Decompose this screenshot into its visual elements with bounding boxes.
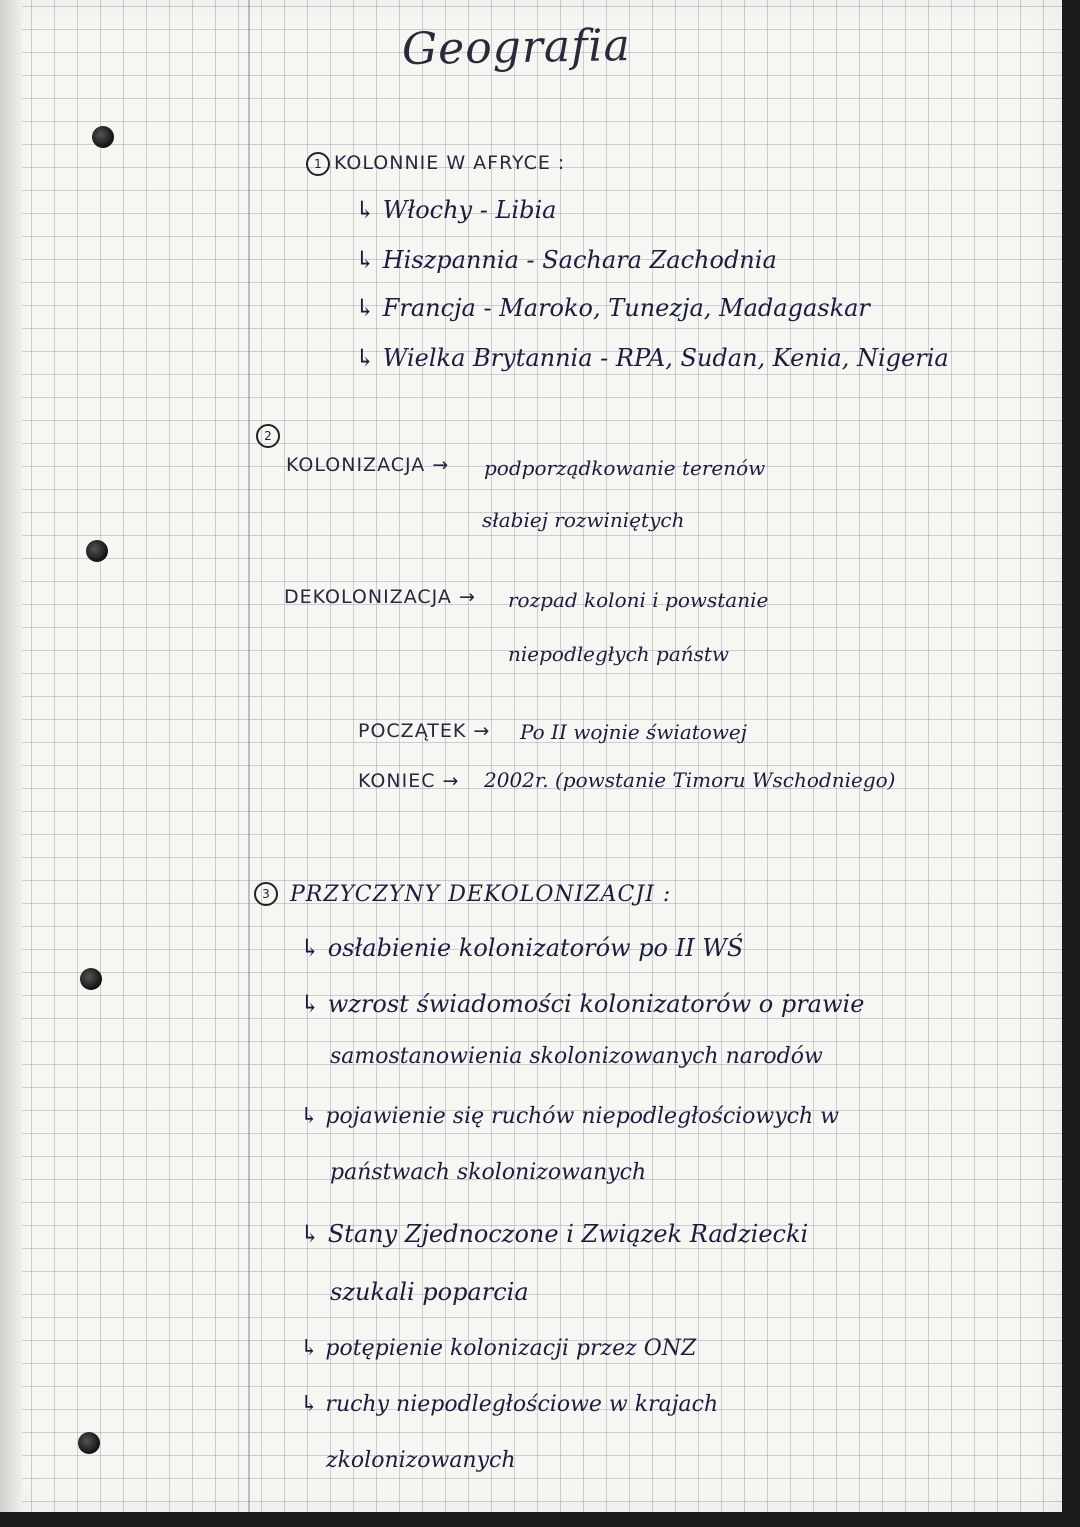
punch-hole <box>86 540 108 562</box>
section-number-2: 2 <box>256 424 280 448</box>
section-number-3: 3 <box>254 882 278 906</box>
cause-line: państwach skolonizowanych <box>330 1160 647 1185</box>
cause-line: samostanowienia skolonizowanych narodów <box>330 1044 823 1069</box>
dekolonizacja-definition-cont: niepodległych państw <box>508 642 730 666</box>
section-number-1: 1 <box>306 152 330 176</box>
kolonizacja-definition: podporządkowanie terenów <box>484 456 766 480</box>
punch-hole <box>80 968 102 990</box>
kolonizacja-definition-cont: słabiej rozwiniętych <box>482 508 685 532</box>
section3-heading: PRZYCZYNY DEKOLONIZACJI : <box>290 882 672 907</box>
section1-heading: KOLONNIE W AFRYCE : <box>334 152 566 174</box>
cause-line: ↳ potępienie kolonizacji przez ONZ <box>300 1336 697 1361</box>
punch-hole <box>92 126 114 148</box>
cause-line: ↳ wzrost świadomości kolonizatorów o prawie <box>300 990 865 1018</box>
poczatek-value: Po II wojnie światowej <box>520 720 747 744</box>
cause-line: ↳ ruchy niepodległościowe w krajach <box>300 1392 719 1417</box>
cause-line: ↳ pojawienie się ruchów niepodległościowych w <box>300 1104 839 1129</box>
dekolonizacja-term: DEKOLONIZACJA → <box>284 586 476 608</box>
page-title: Geografia <box>401 20 632 75</box>
cause-line: szukali poparcia <box>330 1278 529 1306</box>
margin-line <box>248 0 250 1512</box>
list-item: ↳ Włochy - Libia <box>355 196 557 224</box>
list-item: ↳ Wielka Brytannia - RPA, Sudan, Kenia, Nigeria <box>355 344 949 372</box>
kolonizacja-term: KOLONIZACJA → <box>286 454 450 476</box>
list-item: ↳ Francja - Maroko, Tunezja, Madagaskar <box>355 294 870 322</box>
list-item: ↳ Hiszpannia - Sachara Zachodnia <box>355 246 777 274</box>
dekolonizacja-definition: rozpad koloni i powstanie <box>508 588 769 612</box>
cause-line: ↳ Stany Zjednoczone i Związek Radziecki <box>300 1220 809 1248</box>
cause-line: ↳ osłabienie kolonizatorów po II WŚ <box>300 934 744 962</box>
cause-line: zkolonizowanych <box>326 1448 516 1473</box>
koniec-label: KONIEC → <box>358 770 460 792</box>
poczatek-label: POCZĄTEK → <box>358 720 491 742</box>
koniec-value: 2002r. (powstanie Timoru Wschodniego) <box>484 768 896 792</box>
binding-strip <box>0 0 22 1512</box>
punch-hole <box>78 1432 100 1454</box>
